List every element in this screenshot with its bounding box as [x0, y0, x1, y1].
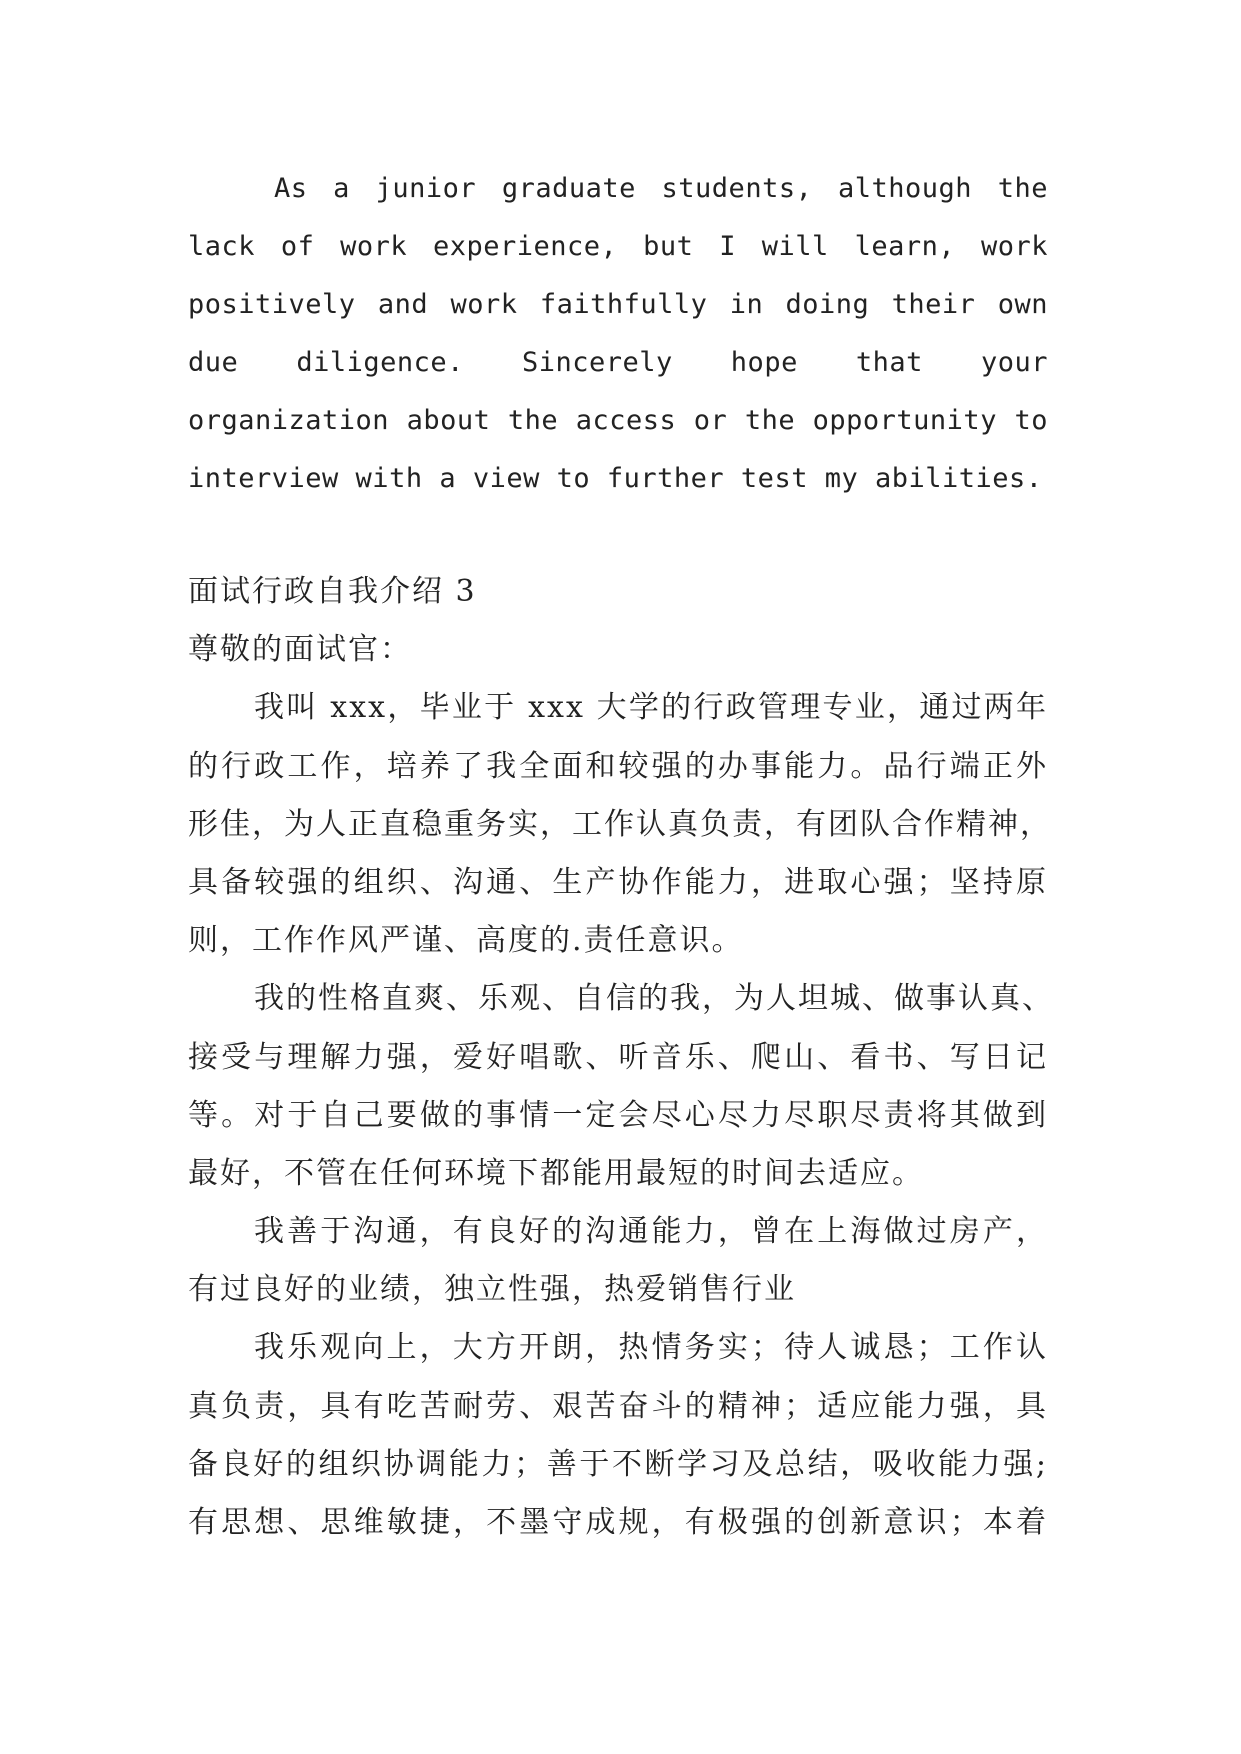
paragraph-line: 则，工作作风严谨、高度的.责任意识。	[188, 923, 744, 959]
english-line: As a junior graduate students, although the	[274, 173, 1048, 204]
english-line: due diligence. Sincerely hope that your	[188, 347, 1048, 378]
paragraph-line: 具备较强的组织、沟通、生产协作能力，进取心强；坚持原	[188, 864, 1048, 900]
paragraph-line: 我善于沟通，有良好的沟通能力，曾在上海做过房产，	[254, 1214, 1048, 1250]
paragraph-line: 有过良好的业绩，独立性强，热爱销售行业	[188, 1272, 796, 1308]
english-line: organization about the access or the opportunity to	[188, 405, 1048, 436]
paragraph-line: 形佳，为人正直稳重务实，工作认真负责，有团队合作精神，	[188, 806, 1052, 842]
english-line: interview with a view to further test my abilities.	[188, 463, 1043, 494]
paragraph-line: 我的性格直爽、乐观、自信的我，为人坦城、做事认真、	[254, 981, 1054, 1017]
paragraph-line: 最好，不管在任何环境下都能用最短的时间去适应。	[188, 1155, 924, 1191]
paragraph-line: 我叫 xxx，毕业于 xxx 大学的行政管理专业，通过两年	[254, 690, 1048, 726]
paragraph-2	[188, 970, 1054, 1203]
paragraph-line: 的行政工作，培养了我全面和较强的办事能力。品行端正外	[188, 748, 1048, 784]
paragraph-line: 接受与理解力强，爱好唱歌、听音乐、爬山、看书、写日记	[188, 1039, 1048, 1075]
salutation: 尊敬的面试官：	[188, 632, 412, 668]
paragraph-line: 等。对于自己要做的事情一定会尽心尽力尽职尽责将其做到	[188, 1097, 1048, 1133]
section-heading: 面试行政自我介绍 3	[188, 574, 477, 609]
paragraph-line: 我乐观向上，大方开朗，热情务实；待人诚恳；工作认	[254, 1330, 1048, 1366]
paragraph-line: 有思想、思维敏捷，不墨守成规，有极强的创新意识；本着	[188, 1505, 1048, 1540]
english-line: lack of work experience, but I will learn, work	[188, 231, 1048, 262]
chinese-section	[188, 563, 1054, 1552]
english-paragraph	[188, 160, 1048, 508]
paragraph-4	[188, 1319, 1048, 1552]
paragraph-3	[188, 1203, 1048, 1319]
paragraph-1	[188, 679, 1052, 970]
paragraph-line: 真负责，具有吃苦耐劳、艰苦奋斗的精神；适应能力强，具	[188, 1388, 1048, 1424]
english-line: positively and work faithfully in doing their own	[188, 289, 1048, 320]
paragraph-line: 备良好的组织协调能力；善于不断学习及总结，吸收能力强;	[188, 1446, 1048, 1482]
